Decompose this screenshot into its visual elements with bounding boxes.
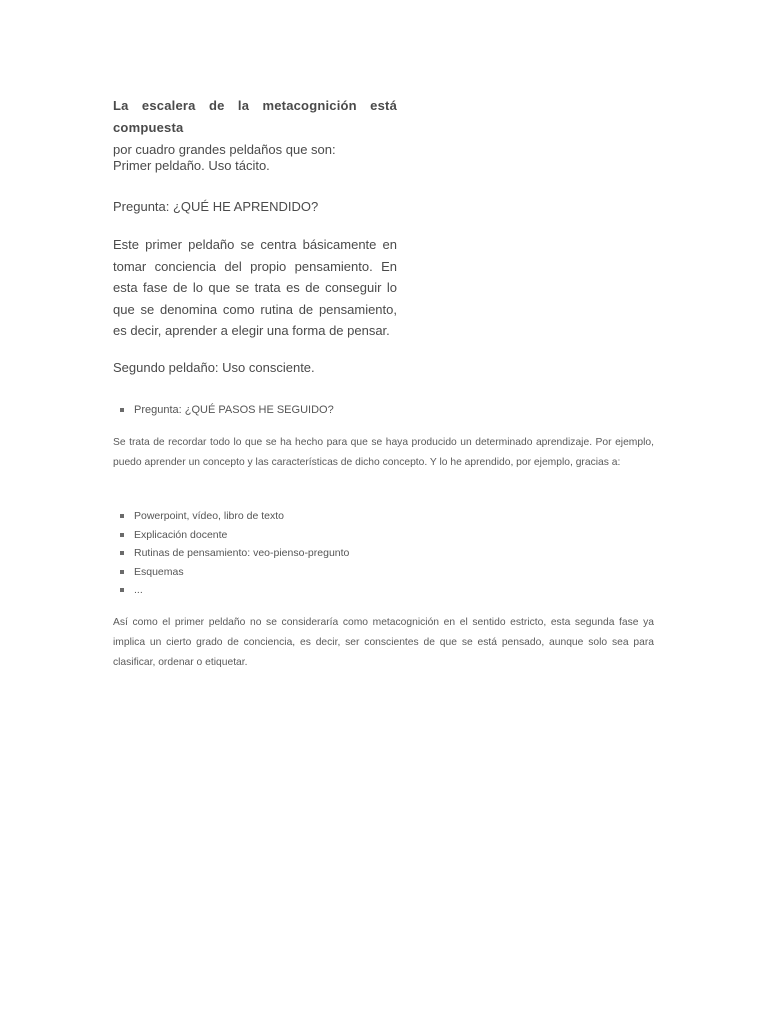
square-bullet-icon	[120, 533, 124, 537]
square-bullet-icon	[120, 408, 124, 412]
list-item	[113, 402, 654, 418]
list-item	[113, 544, 654, 563]
square-bullet-icon	[120, 570, 124, 574]
intro-text	[113, 95, 397, 161]
primer-peldano-title: Primer peldaño. Uso tácito.	[113, 158, 270, 173]
list-item	[113, 563, 654, 582]
segundo-peldano-title: Segundo peldaño: Uso consciente.	[113, 360, 315, 375]
list-item	[113, 507, 654, 526]
square-bullet-icon	[120, 588, 124, 592]
square-bullet-icon	[120, 551, 124, 555]
list-item-text: Explicación docente	[134, 528, 228, 541]
segundo-closing-paragraph: Así como el primer peldaño no se consideraría como metacognición en el sentido estricto, esta segunda fase ya implica un cierto grado de conciencia, es decir, ser conscientes de que se está pensado, aunque solo sea para clasificar, ordenar o etiquetar.	[113, 617, 654, 668]
list-item-text: Powerpoint, vídeo, libro de texto	[134, 510, 285, 522]
list-item-text: ...	[134, 584, 143, 597]
list-item	[113, 526, 654, 545]
list-item-text: Esquemas	[134, 565, 184, 578]
primer-pregunta: Pregunta: ¿QUÉ HE APRENDIDO?	[113, 199, 319, 214]
primer-paragraph: Este primer peldaño se centra básicamente en tomar conciencia del propio pensamiento. En esta fase de lo que se trata es de conseguir lo que se denomina como rutina de pensamiento, es decir, aprender a elegir una forma de pensar.	[113, 237, 397, 338]
segundo-paragraph: Se trata de recordar todo lo que se ha hecho para que se haya producido un determinado aprendizaje. Por ejemplo, puedo aprender un concepto y las características de dicho concepto. Y lo he aprendido, por ejemplo, gracias a:	[113, 437, 654, 468]
square-bullet-icon	[120, 514, 124, 518]
segundo-items-list	[113, 507, 654, 600]
list-item	[113, 581, 654, 600]
intro-line-2: por cuadro grandes peldaños que son:	[113, 142, 336, 157]
list-item-text: Rutinas de pensamiento: veo-pienso-pregunto	[134, 547, 350, 560]
intro-line-1: La escalera de la metacognición está compuesta	[113, 98, 397, 135]
segundo-pregunta-list	[113, 402, 654, 418]
segundo-pregunta: Pregunta: ¿QUÉ PASOS HE SEGUIDO?	[134, 404, 334, 416]
